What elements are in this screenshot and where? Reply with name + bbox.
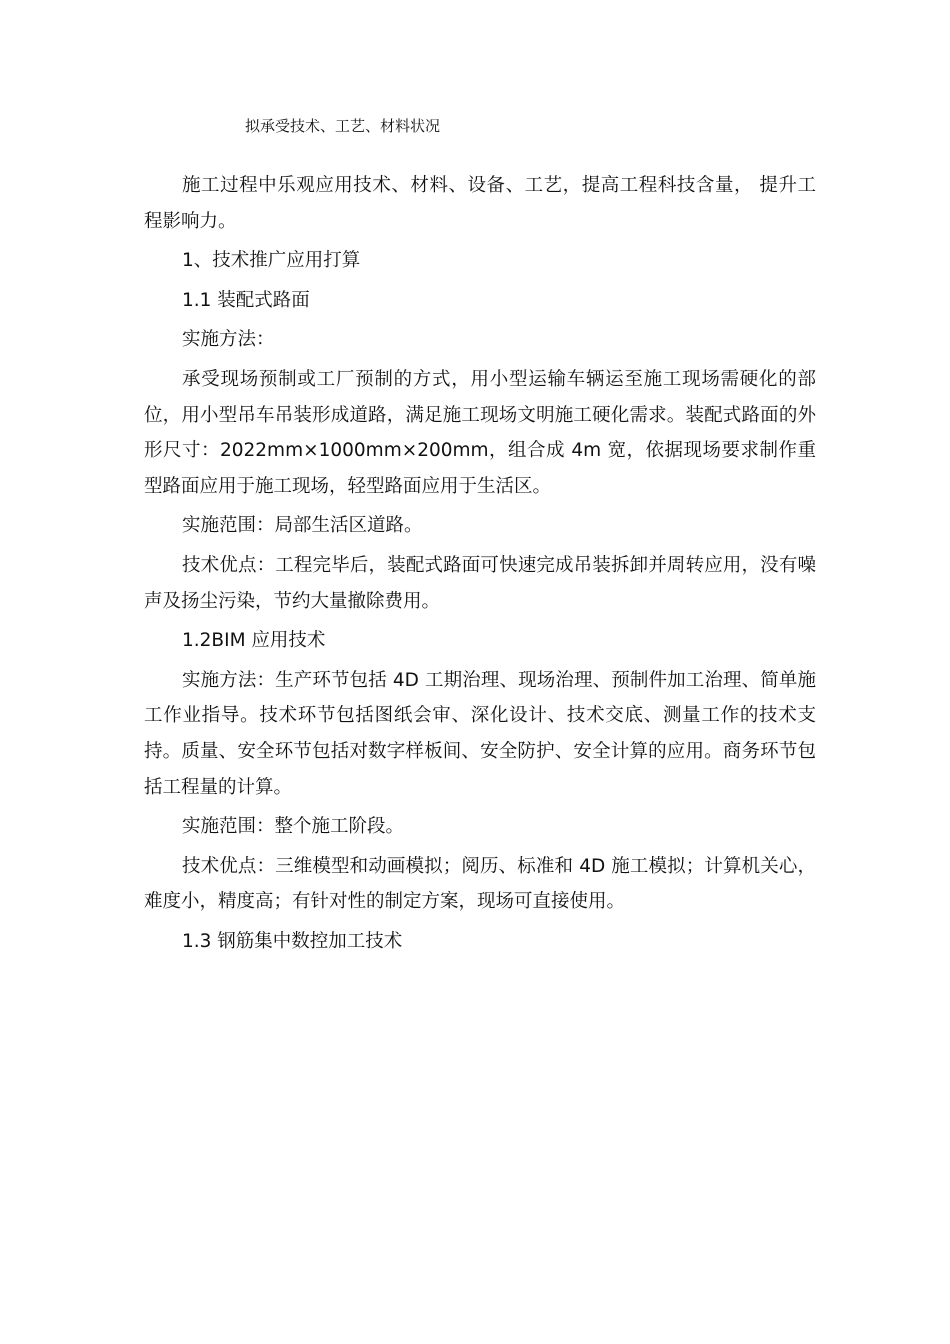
subsection-heading-1-1: 1.1 装配式路面	[182, 289, 310, 311]
implementation-method-paragraph: 承受现场预制或工厂预制的方式，用小型运输车辆运至施工现场需硬化的部位，用小型吊车吊装形成道路，满足施工现场文明施工硬化需求。装配式路面的外形尺寸：2022mm×1000mm×200mm，组合成 4m 宽，依据现场要求制作重型路面应用于施工现场，轻型路面应用于生活区。	[144, 368, 816, 497]
intro-paragraph: 施工过程中乐观应用技术、材料、设备、工艺，提高工程科技含量， 提升工程影响力。	[144, 175, 816, 232]
subsection-heading-1-3: 1.3 钢筋集中数控加工技术	[182, 930, 403, 952]
technical-advantages-paragraph: 技术优点：工程完毕后，装配式路面可快速完成吊装拆卸并周转应用，没有噪声及扬尘污染，节约大量撤除费用。	[144, 554, 816, 612]
bim-advantages-paragraph: 技术优点：三维模型和动画模拟；阅历、标准和 4D 施工模拟；计算机关心，难度小，精度高；有针对性的制定方案，现场可直接使用。	[144, 855, 816, 913]
implementation-method-label: 实施方法：	[182, 329, 275, 351]
bim-method-paragraph: 实施方法：生产环节包括 4D 工期治理、现场治理、预制件加工治理、简单施工作业指导。技术环节包括图纸会审、深化设计、技术交底、测量工作的技术支持。质量、安全环节包括对数字样板间、安全防护、安全计算的应用。商务环节包括工程量的计算。	[144, 669, 816, 798]
section-heading-1: 1、技术推广应用打算	[182, 250, 361, 272]
bim-scope-paragraph: 实施范围：整个施工阶段。	[182, 816, 405, 838]
document-body	[144, 168, 816, 963]
page-header-title: 拟承受技术、工艺、材料状况	[245, 117, 441, 135]
subsection-heading-1-2: 1.2BIM 应用技术	[182, 630, 326, 652]
implementation-scope-paragraph: 实施范围：局部生活区道路。	[182, 515, 423, 537]
